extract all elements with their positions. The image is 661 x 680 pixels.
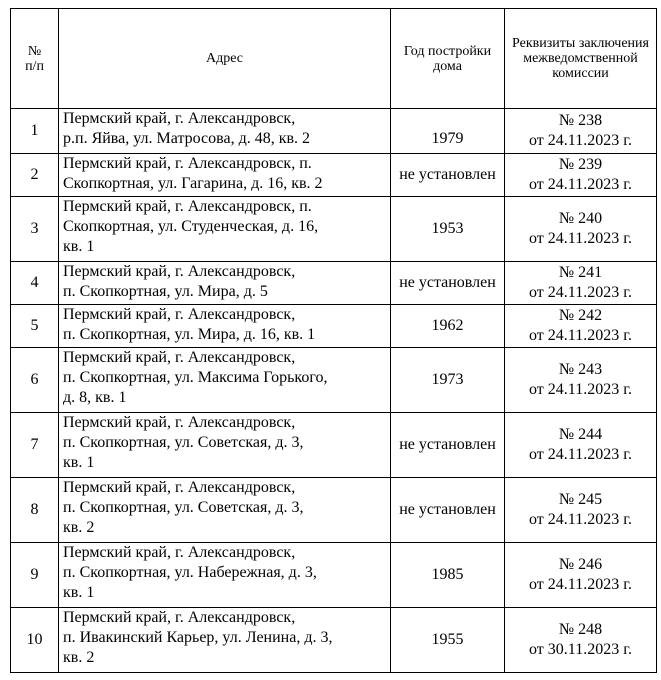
row-requisites — [505, 608, 657, 673]
requisite-date: от 24.11.2023 г. — [529, 446, 632, 463]
row-number: 6 — [11, 348, 59, 413]
row-address — [59, 305, 391, 348]
address-line: п. Скопкортная, ул. Советская, д. 3, — [63, 499, 304, 516]
row-address — [59, 413, 391, 478]
requisite-date: от 30.11.2023 г. — [529, 641, 632, 658]
address-line: п. Скопкортная, ул. Советская, д. 3, — [63, 434, 304, 451]
address-line: кв. 2 — [63, 649, 95, 666]
header-year: Год постройки дома — [391, 9, 505, 109]
requisite-date: от 24.11.2023 г. — [529, 327, 632, 344]
row-year: не установлен — [391, 413, 505, 478]
row-year: 1955 — [391, 608, 505, 673]
address-line: кв. 1 — [63, 584, 95, 601]
row-address — [59, 109, 391, 154]
table-row — [11, 478, 657, 543]
requisite-date: от 24.11.2023 г. — [529, 576, 632, 593]
row-requisites — [505, 154, 657, 197]
address-line: р.п. Яйва, ул. Матросова, д. 48, кв. 2 — [63, 130, 311, 147]
address-line: д. 8, кв. 1 — [63, 389, 127, 406]
row-requisites — [505, 348, 657, 413]
table-row — [11, 262, 657, 305]
address-line: п. Скопкортная, ул. Мира, д. 16, кв. 1 — [63, 326, 316, 343]
row-address — [59, 543, 391, 608]
table-row — [11, 608, 657, 673]
row-number: 3 — [11, 197, 59, 262]
requisite-number: № 242 — [558, 307, 603, 324]
table-row — [11, 154, 657, 197]
table-row — [11, 109, 657, 154]
table-row — [11, 543, 657, 608]
address-line: Скопкортная, ул. Гагарина, д. 16, кв. 2 — [63, 175, 323, 192]
row-year: 1985 — [391, 543, 505, 608]
table-row — [11, 197, 657, 262]
address-line: кв. 2 — [63, 519, 95, 536]
row-address — [59, 608, 391, 673]
address-line: Пермский край, г. Александровск, п. — [63, 155, 312, 172]
row-address — [59, 478, 391, 543]
row-number: 1 — [11, 109, 59, 154]
requisite-number: № 246 — [558, 556, 603, 573]
requisite-date: от 24.11.2023 г. — [529, 176, 632, 193]
row-number: 10 — [11, 608, 59, 673]
row-number: 9 — [11, 543, 59, 608]
row-address — [59, 262, 391, 305]
address-line: п. Скопкортная, ул. Набережная, д. 3, — [63, 564, 317, 581]
address-line: п. Скопкортная, ул. Мира, д. 5 — [63, 283, 268, 300]
row-address — [59, 154, 391, 197]
row-requisites — [505, 262, 657, 305]
header-address: Адрес — [59, 9, 391, 109]
address-line: Пермский край, г. Александровск, — [63, 479, 296, 496]
table-row — [11, 305, 657, 348]
row-year: не установлен — [391, 262, 505, 305]
row-number: 2 — [11, 154, 59, 197]
table-row — [11, 348, 657, 413]
address-line: Пермский край, г. Александровск, — [63, 609, 296, 626]
address-line: Пермский край, г. Александровск, — [63, 414, 296, 431]
table-row — [11, 413, 657, 478]
address-line: Пермский край, г. Александровск, — [63, 110, 296, 127]
address-line: Скопкортная, ул. Студенческая, д. 16, — [63, 218, 319, 235]
requisite-number: № 245 — [558, 491, 603, 508]
requisite-number: № 243 — [558, 361, 603, 378]
row-year: 1979 — [391, 109, 505, 154]
row-requisites — [505, 197, 657, 262]
address-line: п. Скопкортная, ул. Максима Горького, — [63, 369, 328, 386]
address-line: Пермский край, г. Александровск, п. — [63, 198, 312, 215]
row-number: 5 — [11, 305, 59, 348]
row-requisites — [505, 543, 657, 608]
requisite-number: № 248 — [558, 621, 603, 638]
requisite-date: от 24.11.2023 г. — [529, 511, 632, 528]
address-line: Пермский край, г. Александровск, — [63, 544, 296, 561]
requisite-number: № 240 — [558, 210, 603, 227]
table-header-row — [11, 9, 657, 109]
address-line: кв. 1 — [63, 454, 95, 471]
row-number: 8 — [11, 478, 59, 543]
requisite-number: № 239 — [558, 156, 603, 173]
row-number: 4 — [11, 262, 59, 305]
housing-registry-table — [10, 8, 657, 673]
row-number: 7 — [11, 413, 59, 478]
header-requisites: Реквизиты заключения межведомственной комиссии — [505, 9, 657, 109]
address-line: п. Ивакинский Карьер, ул. Ленина, д. 3, — [63, 629, 333, 646]
row-requisites — [505, 478, 657, 543]
requisite-date: от 24.11.2023 г. — [529, 284, 632, 301]
row-year: 1973 — [391, 348, 505, 413]
requisite-number: № 241 — [558, 264, 603, 281]
header-num: № п/п — [11, 9, 59, 109]
row-year: 1953 — [391, 197, 505, 262]
row-year: не установлен — [391, 478, 505, 543]
row-requisites — [505, 413, 657, 478]
row-address — [59, 348, 391, 413]
requisite-number: № 238 — [558, 112, 603, 129]
address-line: Пермский край, г. Александровск, — [63, 263, 296, 280]
row-year: 1962 — [391, 305, 505, 348]
row-requisites — [505, 109, 657, 154]
address-line: Пермский край, г. Александровск, — [63, 306, 296, 323]
requisite-number: № 244 — [558, 426, 603, 443]
row-address — [59, 197, 391, 262]
address-line: Пермский край, г. Александровск, — [63, 349, 296, 366]
requisite-date: от 24.11.2023 г. — [529, 132, 632, 149]
row-year: не установлен — [391, 154, 505, 197]
row-requisites — [505, 305, 657, 348]
requisite-date: от 24.11.2023 г. — [529, 381, 632, 398]
address-line: кв. 1 — [63, 238, 95, 255]
requisite-date: от 24.11.2023 г. — [529, 230, 632, 247]
